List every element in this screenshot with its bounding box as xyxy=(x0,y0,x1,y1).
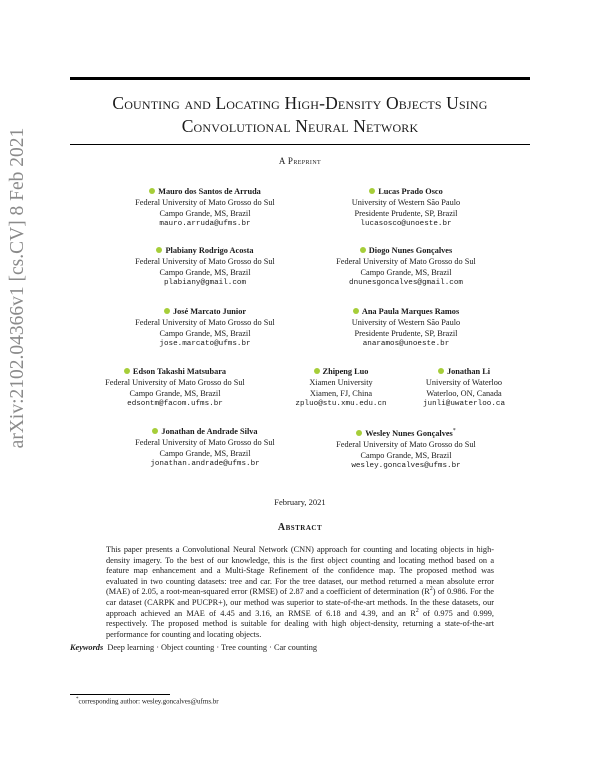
author-block xyxy=(95,245,315,289)
author-email[interactable]: mauro.arruda@ufms.br xyxy=(159,220,251,228)
author-affiliation: Federal University of Mato Grosso do Sul xyxy=(336,439,476,449)
abstract-heading: Abstract xyxy=(277,522,323,533)
author-name: Jonathan de Andrade Silva xyxy=(161,427,258,436)
author-block xyxy=(306,306,506,350)
author-affiliation: Federal University of Mato Grosso do Sul xyxy=(105,378,245,387)
author-name: Jonathan Li xyxy=(446,367,491,376)
author-block xyxy=(95,306,315,350)
author-location: Campo Grande, MS, Brazil xyxy=(159,449,251,458)
author-block xyxy=(306,426,506,472)
author-affiliation: Federal University of Mato Grosso do Sul xyxy=(135,318,275,327)
author-affiliation: Federal University of Mato Grosso do Sul xyxy=(336,257,476,266)
author-affiliation: Xiamen University xyxy=(309,378,373,387)
author-affiliation: Federal University of Mato Grosso do Sul xyxy=(135,438,275,447)
author-affiliation: Federal University of Mato Grosso do Sul xyxy=(135,198,275,207)
arxiv-stamp: arXiv:2102.04366v1 [cs.CV] 8 Feb 2021 xyxy=(7,127,28,449)
author-email[interactable]: wesley.goncalves@ufms.br xyxy=(351,461,461,470)
author-location: Campo Grande, MS, Brazil xyxy=(159,329,251,338)
author-name: Plabiany Rodrigo Acosta xyxy=(165,246,254,255)
author-email[interactable]: plabiany@gmail.com xyxy=(163,279,247,287)
author-email[interactable]: edsontm@facom.ufms.br xyxy=(127,400,223,408)
author-name: José Marcato Junior xyxy=(172,307,247,316)
title-top-rule xyxy=(70,77,530,80)
orcid-icon[interactable] xyxy=(152,428,158,434)
keywords-label: Keywords xyxy=(70,643,104,652)
author-name: Ana Paula Marques Ramos xyxy=(361,307,460,316)
author-location: Campo Grande, MS, Brazil xyxy=(159,268,251,277)
author-email[interactable]: zpluo@stu.xmu.edu.cn xyxy=(295,400,387,408)
abstract-text: ) of 0.986. For the car dataset (CARPK and PUCPR+), our method was superior to state-of-the-art methods. In the these datasets, our approach achieved an MAE of 4.45 and 3.16, an RMSE of 6.18 and 4.39, and an R xyxy=(106,587,494,618)
orcid-icon[interactable] xyxy=(356,430,362,436)
author-name: Lucas Prado Osco xyxy=(378,187,443,196)
author-affiliation: University of Western São Paulo xyxy=(351,198,461,207)
author-block xyxy=(95,426,315,470)
orcid-icon[interactable] xyxy=(164,308,170,314)
author-location: Campo Grande, MS, Brazil xyxy=(159,209,251,218)
author-email[interactable]: jonathan.andrade@ufms.br xyxy=(150,460,260,468)
footnote xyxy=(76,697,219,705)
author-block xyxy=(95,186,315,230)
author-name: Edson Takashi Matsubara xyxy=(132,367,227,376)
abstract-body xyxy=(106,545,494,640)
author-email[interactable]: junli@uwaterloo.ca xyxy=(422,400,506,408)
abstract-text: This paper presents a Convolutional Neural Network (CNN) approach for counting and locating objects in high-density imagery. To the best of our knowledge, this is the first object counting and locating method based on a feature map enhancement and a Multi-Stage Refinement of the confidence map. The proposed method was evaluated in two counting datasets: tree and car. For the tree dataset, our method returned a mean absolute error (MAE) of 2.05, a root-mean-squared error (RMSE) of 2.87 and a coefficient of determination (R xyxy=(106,545,494,597)
author-location: Xiamen, FJ, China xyxy=(309,389,373,398)
author-name: Zhipeng Luo xyxy=(322,367,369,376)
author-location: Campo Grande, MS, Brazil xyxy=(360,268,452,277)
orcid-icon[interactable] xyxy=(314,368,320,374)
author-email[interactable]: dnunesgoncalves@gmail.com xyxy=(349,279,463,287)
orcid-icon[interactable] xyxy=(156,247,162,253)
orcid-icon[interactable] xyxy=(353,308,359,314)
keywords-list: Deep learning · Object counting · Tree counting · Car counting xyxy=(107,643,318,652)
author-name: Wesley Nunes Gonçalves xyxy=(365,428,453,438)
author-affiliation: University of Waterloo xyxy=(425,378,503,387)
title-line-1: Counting and Locating High-Density Objects Using xyxy=(112,93,488,113)
author-block xyxy=(306,245,506,289)
footnote-rule xyxy=(70,694,170,695)
author-name: Mauro dos Santos de Arruda xyxy=(158,187,261,196)
author-location: Presidente Prudente, SP, Brazil xyxy=(354,209,458,218)
title-line-2: Convolutional Neural Network xyxy=(181,116,419,136)
author-block xyxy=(404,366,524,410)
footnote-mark: * xyxy=(76,697,79,702)
corresponding-mark: * xyxy=(452,428,456,434)
orcid-icon[interactable] xyxy=(369,188,375,194)
preprint-label: A Preprint xyxy=(278,156,322,166)
keywords-line xyxy=(70,643,317,652)
orcid-icon[interactable] xyxy=(124,368,130,374)
title-bottom-rule xyxy=(70,144,530,145)
author-location: Waterloo, ON, Canada xyxy=(426,389,502,398)
orcid-icon[interactable] xyxy=(438,368,444,374)
orcid-icon[interactable] xyxy=(360,247,366,253)
author-block xyxy=(80,366,270,410)
author-block xyxy=(276,366,406,410)
author-location: Presidente Prudente, SP, Brazil xyxy=(354,329,458,338)
author-name: Diogo Nunes Gonçalves xyxy=(368,246,453,255)
orcid-icon[interactable] xyxy=(149,188,155,194)
author-affiliation: Federal University of Mato Grosso do Sul xyxy=(135,257,275,266)
publication-date: February, 2021 xyxy=(274,497,326,507)
author-location: Campo Grande, MS, Brazil xyxy=(129,389,221,398)
author-email[interactable]: anaramos@unoeste.br xyxy=(362,340,450,348)
author-email[interactable]: jose.marcato@ufms.br xyxy=(159,340,251,348)
author-block xyxy=(306,186,506,230)
author-location: Campo Grande, MS, Brazil xyxy=(360,450,452,460)
author-affiliation: University of Western São Paulo xyxy=(351,318,461,327)
paper-title xyxy=(70,92,530,138)
author-email[interactable]: lucasosco@unoeste.br xyxy=(360,220,452,228)
abstract-text: of 0.975 and 0.999, respectively. The proposed method is suitable for dealing with high object-density, returning a state-of-the-art performance for counting and locating objects. xyxy=(106,608,494,639)
superscript: 2 xyxy=(415,607,419,614)
superscript: 2 xyxy=(429,586,433,593)
footnote-text: corresponding author: wesley.goncalves@ufms.br xyxy=(78,697,219,706)
